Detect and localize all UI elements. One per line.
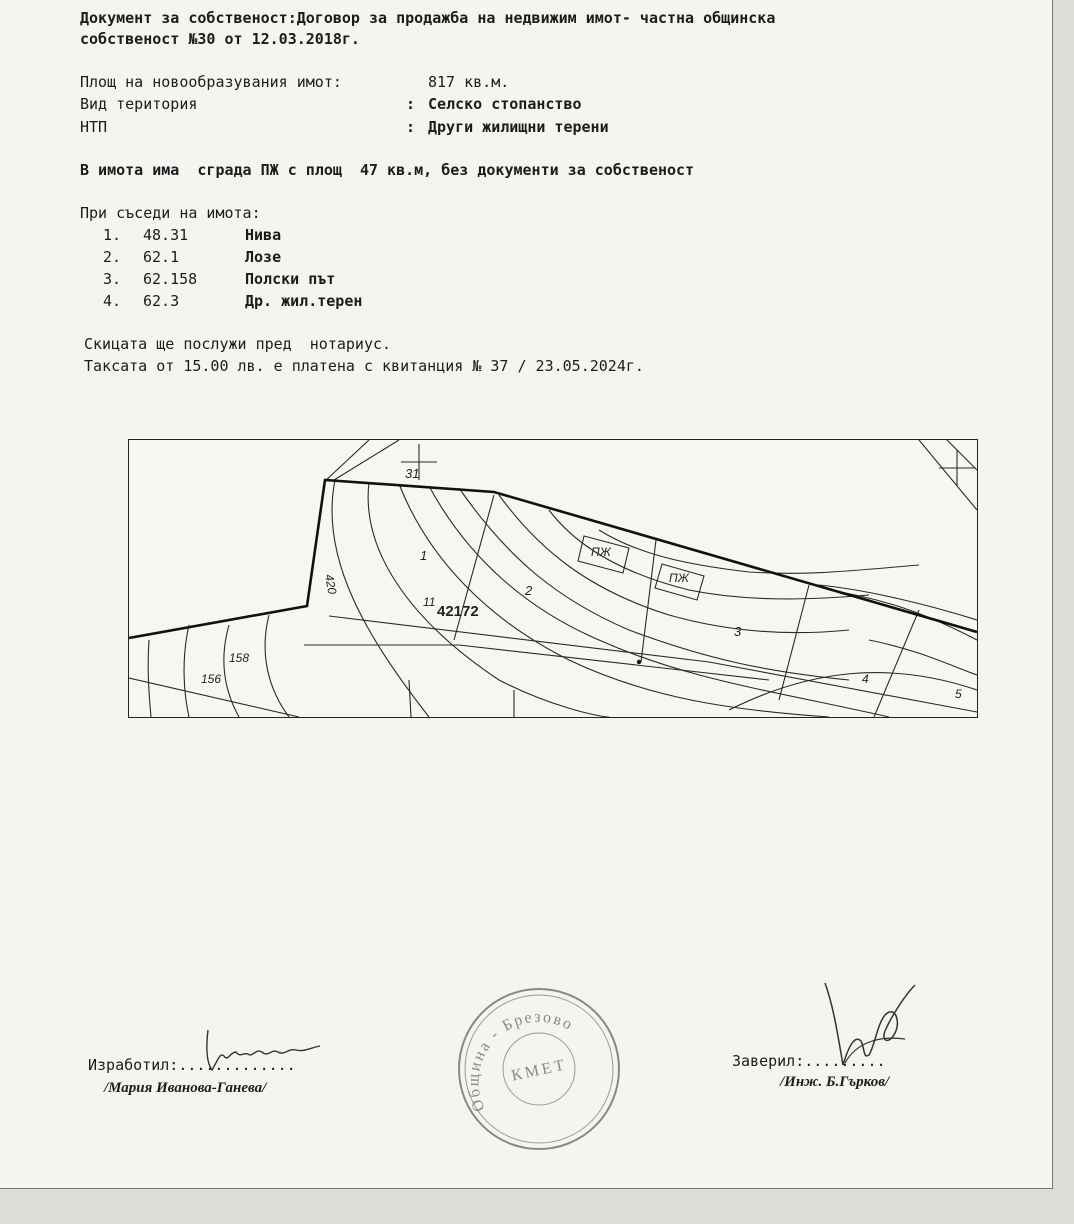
municipality-stamp bbox=[455, 985, 623, 1153]
area-value: 817 кв.м. bbox=[428, 73, 510, 91]
prepared-by-label: Изработил: bbox=[88, 1056, 179, 1074]
building-label: ПЖ bbox=[669, 571, 689, 585]
survey-point bbox=[637, 660, 641, 664]
neighbor-num: 2. bbox=[103, 248, 122, 266]
fee-note: Таксата от 15.00 лв. е платена с квитанция № 37 / 23.05.2024г. bbox=[84, 357, 644, 375]
parcel-boundary bbox=[874, 610, 919, 717]
neighbor-num: 4. bbox=[103, 292, 122, 310]
stamp-center-text: КМЕТ bbox=[509, 1056, 569, 1085]
neighbor-type: Др. жил.терен bbox=[245, 292, 363, 310]
parcel-boundary bbox=[324, 440, 369, 482]
grid-label-31: 31 bbox=[405, 466, 420, 481]
territory-label: Вид територия bbox=[80, 95, 198, 113]
contour-line bbox=[368, 482, 609, 717]
contour-label-420: 420 bbox=[322, 573, 340, 596]
ntp-value: Други жилищни терени bbox=[428, 118, 609, 136]
contour-line bbox=[869, 640, 977, 675]
parcel-boundary bbox=[779, 585, 809, 700]
certified-by-label: Заверил: bbox=[732, 1052, 805, 1070]
building-label: ПЖ bbox=[591, 545, 611, 559]
contour-line bbox=[148, 640, 151, 717]
stamp-arc-text: Община - Брезово bbox=[465, 1008, 577, 1114]
neighbor-id: 62.3 bbox=[143, 292, 180, 310]
neighbor-num: 3. bbox=[103, 270, 122, 288]
cadastral-sketch bbox=[128, 439, 978, 718]
territory-colon: : bbox=[406, 95, 416, 113]
neighbor-id: 48.31 bbox=[143, 226, 189, 244]
cadastral-sketch-drawing bbox=[129, 440, 977, 717]
field-road-line bbox=[329, 616, 977, 712]
contour-line bbox=[265, 615, 289, 717]
neighbors-heading: При съседи на имота: bbox=[80, 204, 261, 222]
map-label-1: 1 bbox=[420, 548, 428, 563]
contour-line bbox=[819, 585, 977, 620]
notary-note: Скицата ще послужи пред нотариус. bbox=[84, 335, 392, 353]
neighbor-id: 62.1 bbox=[143, 248, 180, 266]
ntp-label: НТП bbox=[80, 118, 108, 136]
neighbor-type: Лозе bbox=[245, 248, 282, 266]
parcel-boundary bbox=[947, 440, 977, 470]
ownership-doc-line1: Документ за собственост:Договор за продажба на недвижим имот- частна общинска bbox=[80, 9, 776, 27]
contour-line bbox=[332, 480, 429, 717]
neighbor-num: 1. bbox=[103, 226, 122, 244]
neighbor-type: Нива bbox=[245, 226, 282, 244]
map-label-2: 2 bbox=[525, 583, 533, 598]
certified-by-dots: ......... bbox=[804, 1052, 886, 1070]
building-note: В имота има сграда ПЖ с площ 47 кв.м, без документи за собственост bbox=[80, 161, 695, 179]
contour-line bbox=[499, 495, 849, 633]
map-label-11: 11 bbox=[423, 595, 436, 609]
parcel-id-label: 42172 bbox=[437, 603, 479, 620]
map-label-4: 4 bbox=[862, 672, 869, 686]
contour-line bbox=[184, 625, 189, 717]
property-boundary bbox=[129, 480, 977, 638]
ntp-colon: : bbox=[406, 118, 416, 136]
certified-by-signature bbox=[815, 975, 925, 1075]
parcel-boundary bbox=[409, 680, 411, 717]
prepared-by-signature bbox=[200, 1022, 330, 1078]
contour-line bbox=[829, 590, 977, 640]
prepared-by-name: /Мария Иванова-Ганева/ bbox=[104, 1080, 267, 1096]
parcel-boundary bbox=[919, 440, 977, 510]
map-label-156: 156 bbox=[201, 672, 222, 686]
map-label-158: 158 bbox=[229, 651, 250, 665]
contour-line bbox=[399, 484, 829, 717]
parcel-boundary bbox=[641, 540, 656, 662]
map-label-3: 3 bbox=[734, 624, 742, 639]
area-label: Площ на новообразувания имот: bbox=[80, 73, 342, 91]
neighbor-type: Полски път bbox=[245, 270, 336, 288]
certified-by-name: /Инж. Б.Гърков/ bbox=[780, 1074, 890, 1090]
parcel-boundary bbox=[334, 440, 399, 480]
prepared-by-dots: ............. bbox=[178, 1056, 296, 1074]
grid-cross-mark bbox=[939, 450, 975, 486]
ownership-doc-line2: собственост №30 от 12.03.2018г. bbox=[80, 30, 360, 48]
neighbor-id: 62.158 bbox=[143, 270, 198, 288]
map-label-5: 5 bbox=[955, 687, 962, 701]
territory-value: Селско стопанство bbox=[428, 95, 582, 113]
